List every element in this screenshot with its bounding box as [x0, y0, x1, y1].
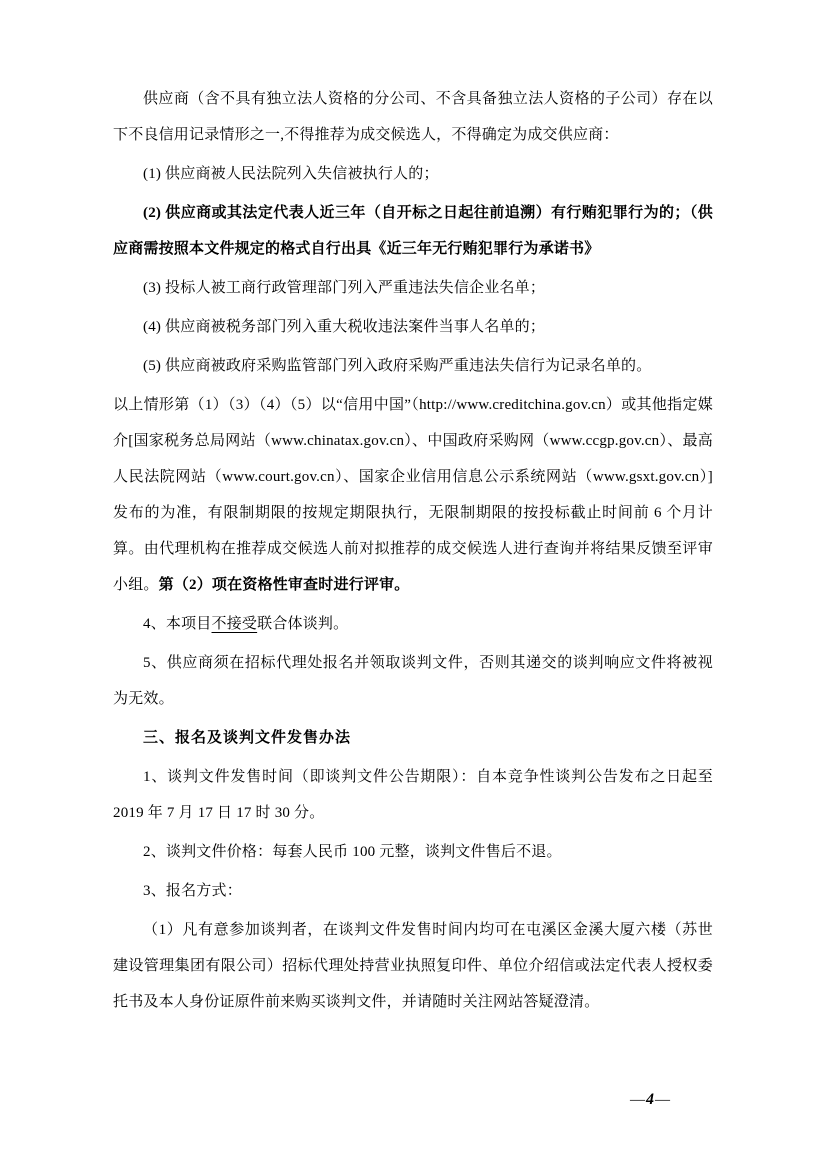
footer-dash-left: — [630, 1092, 645, 1108]
list-item-2-bold: (2) 供应商或其法定代表人近三年（自开标之日起往前追溯）有行贿犯罪行为的；（供应商需按照本文件规定的格式自行出具《近三年无行贿犯罪行为承诺书》 [113, 205, 713, 257]
paragraph-must-register: 5、供应商须在招标代理处报名并领取谈判文件，否则其递交的谈判响应文件将被视为无效。 [113, 655, 713, 707]
footer-dash-right: — [655, 1092, 670, 1108]
page-number: 4 [646, 1091, 654, 1108]
section-heading-3: 三、报名及谈判文件发售办法 [143, 729, 352, 746]
credit-check-bold-note: 第（2）项在资格性审查时进行评审。 [158, 577, 410, 593]
list-item-5: (5) 供应商被政府采购监管部门列入政府采购严重违法失信行为记录名单的。 [143, 358, 652, 374]
page-footer [620, 1088, 680, 1112]
no-joint-suffix-text: 联合体谈判。 [257, 616, 349, 632]
paragraph-signup-detail: （1）凡有意参加谈判者，在谈判文件发售时间内均可在屯溪区金溪大厦六楼（苏世建设管理集团有限公司）招标代理处持营业执照复印件、单位介绍信或法定代表人授权委托书及本人身份证原件前来购买谈判文件，并请随时关注网站答疑澄清。 [113, 922, 713, 1010]
list-item-3: (3) 投标人被工商行政管理部门列入严重违法失信企业名单； [143, 280, 546, 296]
list-item-4: (4) 供应商被税务部门列入重大税收违法案件当事人名单的； [143, 319, 546, 335]
document-body [113, 81, 713, 1023]
paragraph-document-price: 2、谈判文件价格：每套人民币 100 元整，谈判文件售后不退。 [143, 844, 562, 860]
paragraph-credit-check [113, 387, 713, 603]
paragraph-sale-time: 1、谈判文件发售时间（即谈判文件公告期限）：自本竞争性谈判公告发布之日起至 2019 年 7 月 17 日 17 时 30 分。 [113, 769, 713, 821]
paragraph-no-joint-venture [113, 606, 713, 642]
no-joint-underlined-text: 不接受 [211, 616, 258, 632]
no-joint-prefix-text: 4、本项目 [143, 616, 212, 632]
list-item-1: (1) 供应商被人民法院列入失信被执行人的； [143, 166, 439, 182]
paragraph-supplier-intro: 供应商（含不具有独立法人资格的分公司、不含具备独立法人资格的子公司）存在以下不良信用记录情形之一,不得推荐为成交候选人，不得确定为成交供应商： [113, 91, 713, 143]
credit-check-sources-text: 以上情形第（1）（3）（4）（5）以“信用中国”（http://www.creditchina.gov.cn）或其他指定媒介[国家税务总局网站（www.chinatax.gov.cn）、中国政府采购网（www.ccgp.gov.cn）、最高人民法院网站（www.court.gov.cn）、国家企业信用信息公示系统网站（www.gsxt.gov.cn）]发布的为准，有限制期限的按规定期限执行，无限制期限的按投标截止时间前 6 个月计算。由代理机构在推荐成交候选人前对拟推荐的成交候选人进行查询并将结果反馈至评审小组。 [113, 397, 713, 593]
paragraph-signup-method: 3、报名方式： [143, 883, 242, 899]
